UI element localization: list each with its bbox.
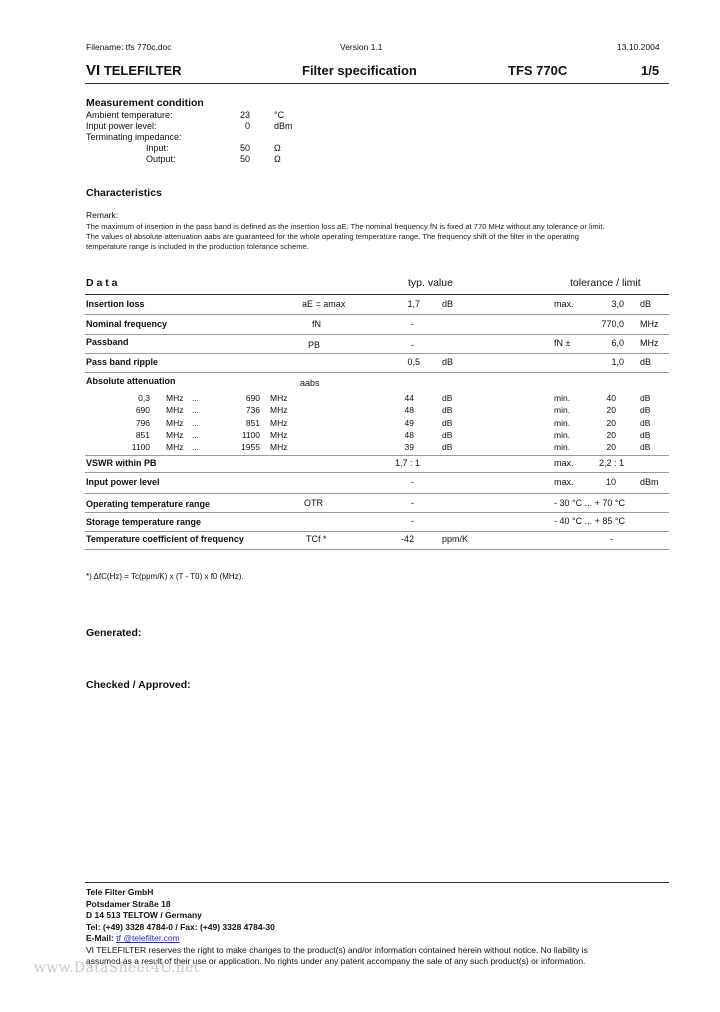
- row-symbol: aabs: [300, 378, 320, 388]
- att-unit-1: MHz: [166, 418, 184, 428]
- att-typ-unit: dB: [442, 418, 453, 428]
- attenuation-row: [86, 418, 670, 430]
- footnote: *) ΔfC(Hz) = Tc(ppm/K) x (T - T0) x f0 (MHz).: [86, 572, 244, 581]
- version: Version 1.1: [340, 42, 383, 52]
- att-unit: dB: [640, 430, 651, 440]
- header-rule: [85, 83, 669, 84]
- row-divider: [85, 549, 669, 550]
- row-typ-unit: dB: [442, 299, 454, 309]
- row-tol-val: 6,0: [611, 338, 624, 348]
- att-dots: ...: [192, 405, 200, 415]
- input-label: Input:: [146, 143, 169, 153]
- att-typ: 48: [404, 430, 414, 440]
- row-tol-kind: fN ±: [554, 338, 571, 348]
- input-unit: Ω: [274, 143, 281, 153]
- row-typ: -: [411, 319, 414, 329]
- att-unit: dB: [640, 393, 651, 403]
- att-from: 796: [135, 418, 150, 428]
- col-data-header: D a t a: [86, 277, 118, 289]
- row-divider: [85, 472, 669, 473]
- company-name: Tele Filter GmbH: [86, 887, 154, 897]
- att-kind: min.: [554, 405, 571, 415]
- ambient-unit: °C: [274, 110, 285, 120]
- page-number: 1/5: [641, 63, 660, 78]
- att-dots: ...: [192, 393, 200, 403]
- att-typ-unit: dB: [442, 442, 453, 452]
- att-to: 736: [245, 405, 260, 415]
- att-typ-unit: dB: [442, 405, 453, 415]
- tel-fax: Tel: (+49) 3328 4784-0 / Fax: (+49) 3328 4784-30: [86, 921, 275, 932]
- date: 13.10.2004: [617, 42, 660, 52]
- att-to: 851: [245, 418, 260, 428]
- row-typ: -: [411, 477, 414, 487]
- table-row-insertion-loss: [86, 299, 670, 311]
- email-link[interactable]: tf @telefilter.com: [116, 933, 180, 943]
- att-unit-1: MHz: [166, 442, 184, 452]
- power-label: Input power level:: [86, 121, 157, 131]
- row-label: Operating temperature range: [86, 499, 211, 509]
- att-typ: 39: [404, 442, 414, 452]
- att-typ-unit: dB: [442, 393, 453, 403]
- remark-line-1: The maximum of insertion in the pass band is defined as the insertion loss aE. The nominal frequency fN is fixed at 770 MHz without any tolerance or limit.: [86, 222, 605, 231]
- row-label: Nominal frequency: [86, 319, 168, 329]
- table-row-storage: [86, 516, 670, 528]
- row-divider: [85, 353, 669, 354]
- row-label: Passband: [86, 337, 129, 347]
- footer-rule: [85, 882, 669, 883]
- att-unit-1: MHz: [166, 405, 184, 415]
- row-label: Pass band ripple: [86, 357, 159, 367]
- attenuation-row: [86, 430, 670, 442]
- att-val: 20: [606, 405, 616, 415]
- generated-label: Generated:: [86, 627, 142, 639]
- row-typ: -42: [400, 534, 414, 544]
- input-value: 50: [239, 143, 250, 153]
- row-tol-val: - 30 °C ... + 70 °C: [554, 498, 625, 508]
- row-label: Absolute attenuation: [86, 376, 176, 386]
- remark-label: Remark:: [86, 210, 119, 220]
- att-from: 851: [135, 430, 150, 440]
- row-label: Temperature coefficient of frequency: [86, 534, 244, 544]
- att-unit-2: MHz: [270, 430, 288, 440]
- power-unit: dBm: [274, 121, 293, 131]
- att-to: 1100: [241, 430, 260, 440]
- row-divider: [85, 512, 669, 513]
- col-tol-header: tolerance / limit: [570, 277, 641, 289]
- row-symbol: PB: [308, 340, 321, 350]
- row-typ-unit: ppm/K: [442, 534, 469, 544]
- attenuation-row: [86, 393, 670, 405]
- attenuation-row: [86, 405, 670, 417]
- att-unit: dB: [640, 405, 651, 415]
- row-symbol: fN: [312, 319, 321, 329]
- attenuation-row: [86, 442, 670, 454]
- col-typ-header: typ. value: [408, 277, 453, 289]
- table-header-rule: [85, 294, 669, 295]
- row-label: Storage temperature range: [86, 517, 202, 527]
- row-divider: [85, 493, 669, 494]
- checked-label: Checked / Approved:: [86, 679, 191, 691]
- att-unit-2: MHz: [270, 418, 288, 428]
- watermark: www.DataSheet4U.net: [34, 960, 200, 976]
- doc-title: Filter specification: [302, 63, 417, 78]
- att-to: 690: [245, 393, 260, 403]
- att-kind: min.: [554, 418, 571, 428]
- att-val: 20: [606, 430, 616, 440]
- row-symbol: TCf *: [306, 534, 327, 544]
- att-val: 20: [606, 418, 616, 428]
- att-val: 40: [606, 393, 616, 403]
- att-typ-unit: dB: [442, 430, 453, 440]
- att-from: 0,3: [138, 393, 150, 403]
- att-typ: 48: [404, 405, 414, 415]
- row-tol-val: -: [610, 534, 613, 544]
- row-tol-unit: MHz: [640, 319, 659, 329]
- company-logo: [86, 62, 182, 79]
- characteristics-title: Characteristics: [86, 187, 162, 199]
- row-symbol: aE = amax: [302, 299, 346, 309]
- impedance-label: Terminating impedance:: [86, 132, 182, 142]
- logo-vi: VI: [86, 62, 101, 79]
- row-typ: -: [411, 516, 414, 526]
- ambient-label: Ambient temperature:: [86, 110, 173, 120]
- row-tol-kind: max.: [554, 477, 574, 487]
- email-label: E-Mail:: [86, 933, 117, 943]
- footer-address: [86, 887, 275, 945]
- row-typ-unit: dB: [442, 357, 454, 367]
- filename: Filename: tfs 770c.doc: [86, 42, 172, 52]
- output-value: 50: [239, 154, 250, 164]
- att-unit: dB: [640, 418, 651, 428]
- row-tol-val: 770,0: [601, 319, 624, 329]
- row-typ: 1,7: [407, 299, 420, 309]
- row-tol-val: 1,0: [611, 357, 624, 367]
- row-label: VSWR within PB: [86, 458, 157, 468]
- output-unit: Ω: [274, 154, 281, 164]
- row-typ: 0,5: [407, 357, 420, 367]
- att-kind: min.: [554, 393, 571, 403]
- power-value: 0: [244, 121, 250, 131]
- att-unit-2: MHz: [270, 405, 288, 415]
- table-row-attenuation-header: [86, 376, 670, 388]
- table-row-otr: [86, 498, 670, 510]
- att-typ: 44: [404, 393, 414, 403]
- row-typ: 1,7 : 1: [394, 458, 420, 468]
- ambient-value: 23: [239, 110, 250, 120]
- row-symbol: OTR: [304, 498, 323, 508]
- row-label: Insertion loss: [86, 299, 145, 309]
- table-row-passband: [86, 337, 670, 349]
- logo-text: TELEFILTER: [103, 63, 182, 78]
- att-unit: dB: [640, 442, 651, 452]
- att-from: 1100: [131, 442, 150, 452]
- row-tol-val: 10: [605, 477, 616, 487]
- disclaimer-line-2: assumed as a result of their use or application. No rights under any patent accompany the sale of any such product(s) or information.: [86, 956, 586, 966]
- row-divider: [85, 314, 669, 315]
- att-dots: ...: [192, 430, 200, 440]
- table-row-input-power: [86, 477, 670, 489]
- row-tol-unit: dBm: [640, 477, 659, 487]
- row-tol-kind: max.: [554, 299, 574, 309]
- att-kind: min.: [554, 442, 571, 452]
- email-line: [86, 933, 275, 945]
- att-unit-1: MHz: [166, 393, 184, 403]
- row-divider: [85, 455, 669, 456]
- att-unit-2: MHz: [270, 442, 288, 452]
- measurement-title: Measurement condition: [86, 97, 204, 109]
- att-to: 1955: [241, 442, 260, 452]
- table-row-tcf: [86, 534, 670, 546]
- att-unit-2: MHz: [270, 393, 288, 403]
- row-divider: [85, 531, 669, 532]
- att-kind: min.: [554, 430, 571, 440]
- row-tol-val: - 40 °C ... + 85 °C: [554, 516, 625, 526]
- table-row-vswr: [86, 458, 670, 470]
- output-label: Output:: [146, 154, 176, 164]
- att-val: 20: [606, 442, 616, 452]
- row-tol-kind: max.: [554, 458, 574, 468]
- remark-line-2: The values of absolute attenuation aabs are guaranteed for the whole operating temperature range. The frequency shift of the filter in the operating: [86, 232, 579, 241]
- remark-line-3: temperature range is included in the production tolerance scheme.: [86, 242, 309, 251]
- product-name: TFS 770C: [508, 63, 568, 78]
- row-tol-unit: dB: [640, 357, 652, 367]
- att-dots: ...: [192, 418, 200, 428]
- row-divider: [85, 372, 669, 373]
- row-tol-val: 3,0: [611, 299, 624, 309]
- row-label: Input power level: [86, 477, 160, 487]
- remark-text: [86, 222, 670, 252]
- table-row-ripple: [86, 357, 670, 369]
- att-unit-1: MHz: [166, 430, 184, 440]
- row-tol-unit: MHz: [640, 338, 659, 348]
- att-dots: ...: [192, 442, 200, 452]
- row-tol-unit: dB: [640, 299, 652, 309]
- att-typ: 49: [404, 418, 414, 428]
- table-row-nominal-frequency: [86, 319, 670, 331]
- row-tol-val: 2,2 : 1: [598, 458, 624, 468]
- row-divider: [85, 334, 669, 335]
- city: D 14 513 TELTOW / Germany: [86, 910, 202, 920]
- row-typ: -: [411, 340, 414, 350]
- att-from: 690: [135, 405, 150, 415]
- row-typ: -: [411, 498, 414, 508]
- disclaimer-line-1: VI TELEFILTER reserves the right to make changes to the product(s) and/or information contained herein without notice. No liability is: [86, 945, 588, 955]
- street: Potsdamer Straße 18: [86, 898, 171, 909]
